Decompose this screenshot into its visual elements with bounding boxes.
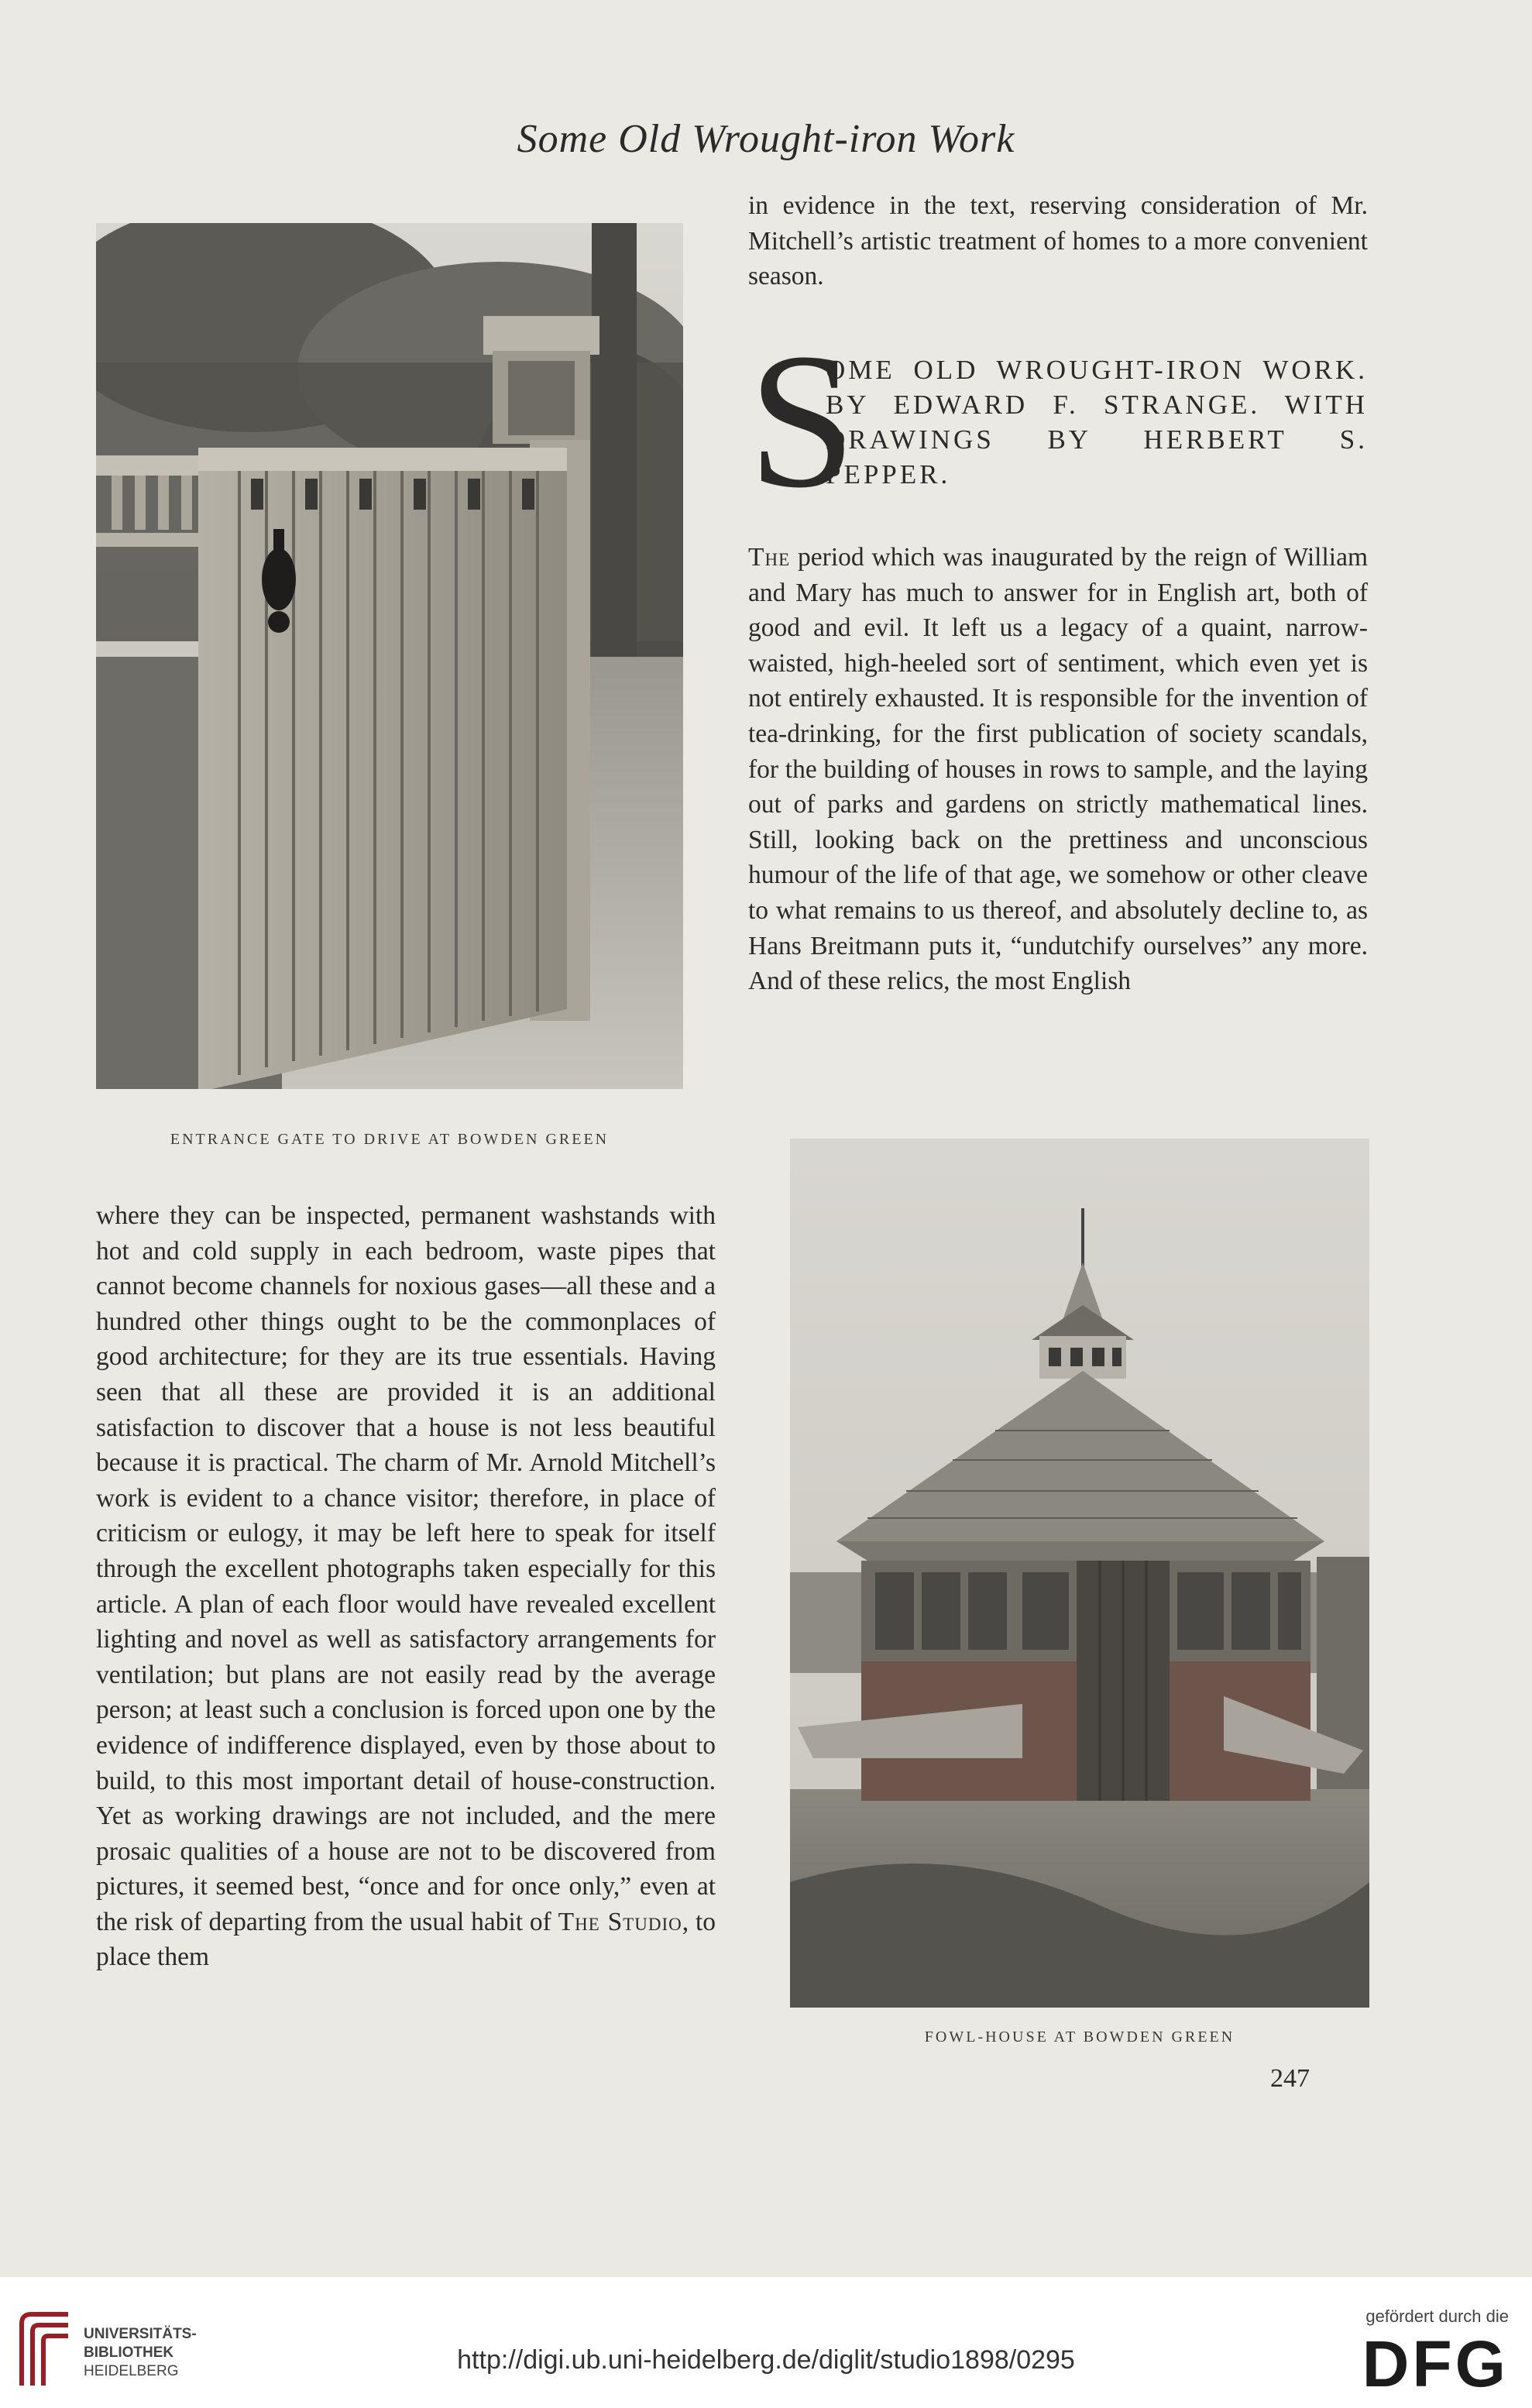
right-column-body-paragraph — [748, 540, 1368, 999]
drop-cap: S — [748, 314, 857, 528]
page-number: 247 — [1270, 2064, 1310, 2093]
left-column-body-text: where they can be inspected, permanent washstands with hot and cold supply in each bedroom, waste pipes that cannot become channels for noxious gases—all these and a hundred other things ought to be the commonplaces of good architecture; for they are its true essentials. Having seen that all these are provided it is an additional satisfaction to discover that a house is not less beautiful because it is practical. The charm of Mr. Arnold Mitchell’s work is evident to a chance visitor; therefore, in place of criticism or eulogy, it may be left here to speak for itself through the excellent photographs taken especially for this article. A plan of each floor would have revealed excellent lighting and novel as well as satisfactory arrangements for ventilation; but plans are not easily read by the average person; at least such a conclusion is forced upon one by the evidence of indifference displayed, even by those about to build, to this most important detail of house-construction. Yet as working drawings are not included, and the mere prosaic qualities of a house are not to be discovered from pictures, it seemed best, “once and for once only,” even at the risk of departing from the usual habit of — [96, 1201, 716, 1936]
studio-name: The Studio — [558, 1907, 682, 1936]
fowl-house-caption: FOWL-HOUSE AT BOWDEN GREEN — [924, 2028, 1235, 2046]
left-column-body-paragraph — [96, 1198, 716, 1975]
first-word: The — [748, 543, 791, 572]
funded-by-label: gefördert durch die — [1365, 2307, 1509, 2326]
running-head: Some Old Wrought-iron Work — [517, 117, 1015, 161]
left-column-body-end: , to place them — [96, 1907, 716, 1972]
fowl-house-photo — [790, 1139, 1369, 2008]
article-heading-text: OME OLD WROUGHT-IRON WORK. BY EDWARD F. STRANGE. WITH DRAWINGS BY HERBERT S. PEPPER. — [826, 355, 1368, 490]
library-name-line1: UNIVERSITÄTS- — [84, 2326, 197, 2342]
digital-library-footer — [0, 2277, 1532, 2408]
entrance-gate-caption: ENTRANCE GATE TO DRIVE AT BOWDEN GREEN — [170, 1131, 610, 1148]
right-column-top-paragraph — [748, 188, 1368, 294]
right-column-body-text: period which was inaugurated by the reign of William and Mary has much to answer for in English art, both of good and evil. It left us a legacy of a quaint, narrow-waisted, high-heeled sort of sentiment, which even yet is not entirely exhausted. It is responsible for the invention of tea-drinking, for the first publication of society scandals, for the building of houses in rows to sample, and the laying out of parks and gardens on strictly mathematical lines. Still, looking back on the prettiness and unconscious humour of the life of that age, we somehow or other cleave to what remains to us thereof, and absolutely decline to, as Hans Breitmann puts it, “undutchify ourselves” any more. And of these relics, the most English — [748, 543, 1369, 996]
entrance-gate-photo — [96, 223, 683, 1089]
permalink-url[interactable]: http://digi.ub.uni-heidelberg.de/diglit/studio1898/0295 — [457, 2345, 1075, 2375]
article-heading — [748, 314, 1368, 531]
left-column-body — [96, 1198, 716, 1975]
right-column-body — [748, 540, 1368, 999]
library-name-line3: HEIDELBERG — [84, 2363, 179, 2379]
library-name-line2: BIBLIOTHEK — [84, 2344, 174, 2361]
fowl-house-illustration — [790, 1139, 1369, 2008]
dfg-logo: DFG — [1362, 2327, 1509, 2400]
right-column-top-text: in evidence in the text, reserving consideration of Mr. Mitchell’s artistic treatment of homes to a more convenient season. — [748, 191, 1368, 291]
entrance-gate-illustration — [96, 223, 683, 1089]
